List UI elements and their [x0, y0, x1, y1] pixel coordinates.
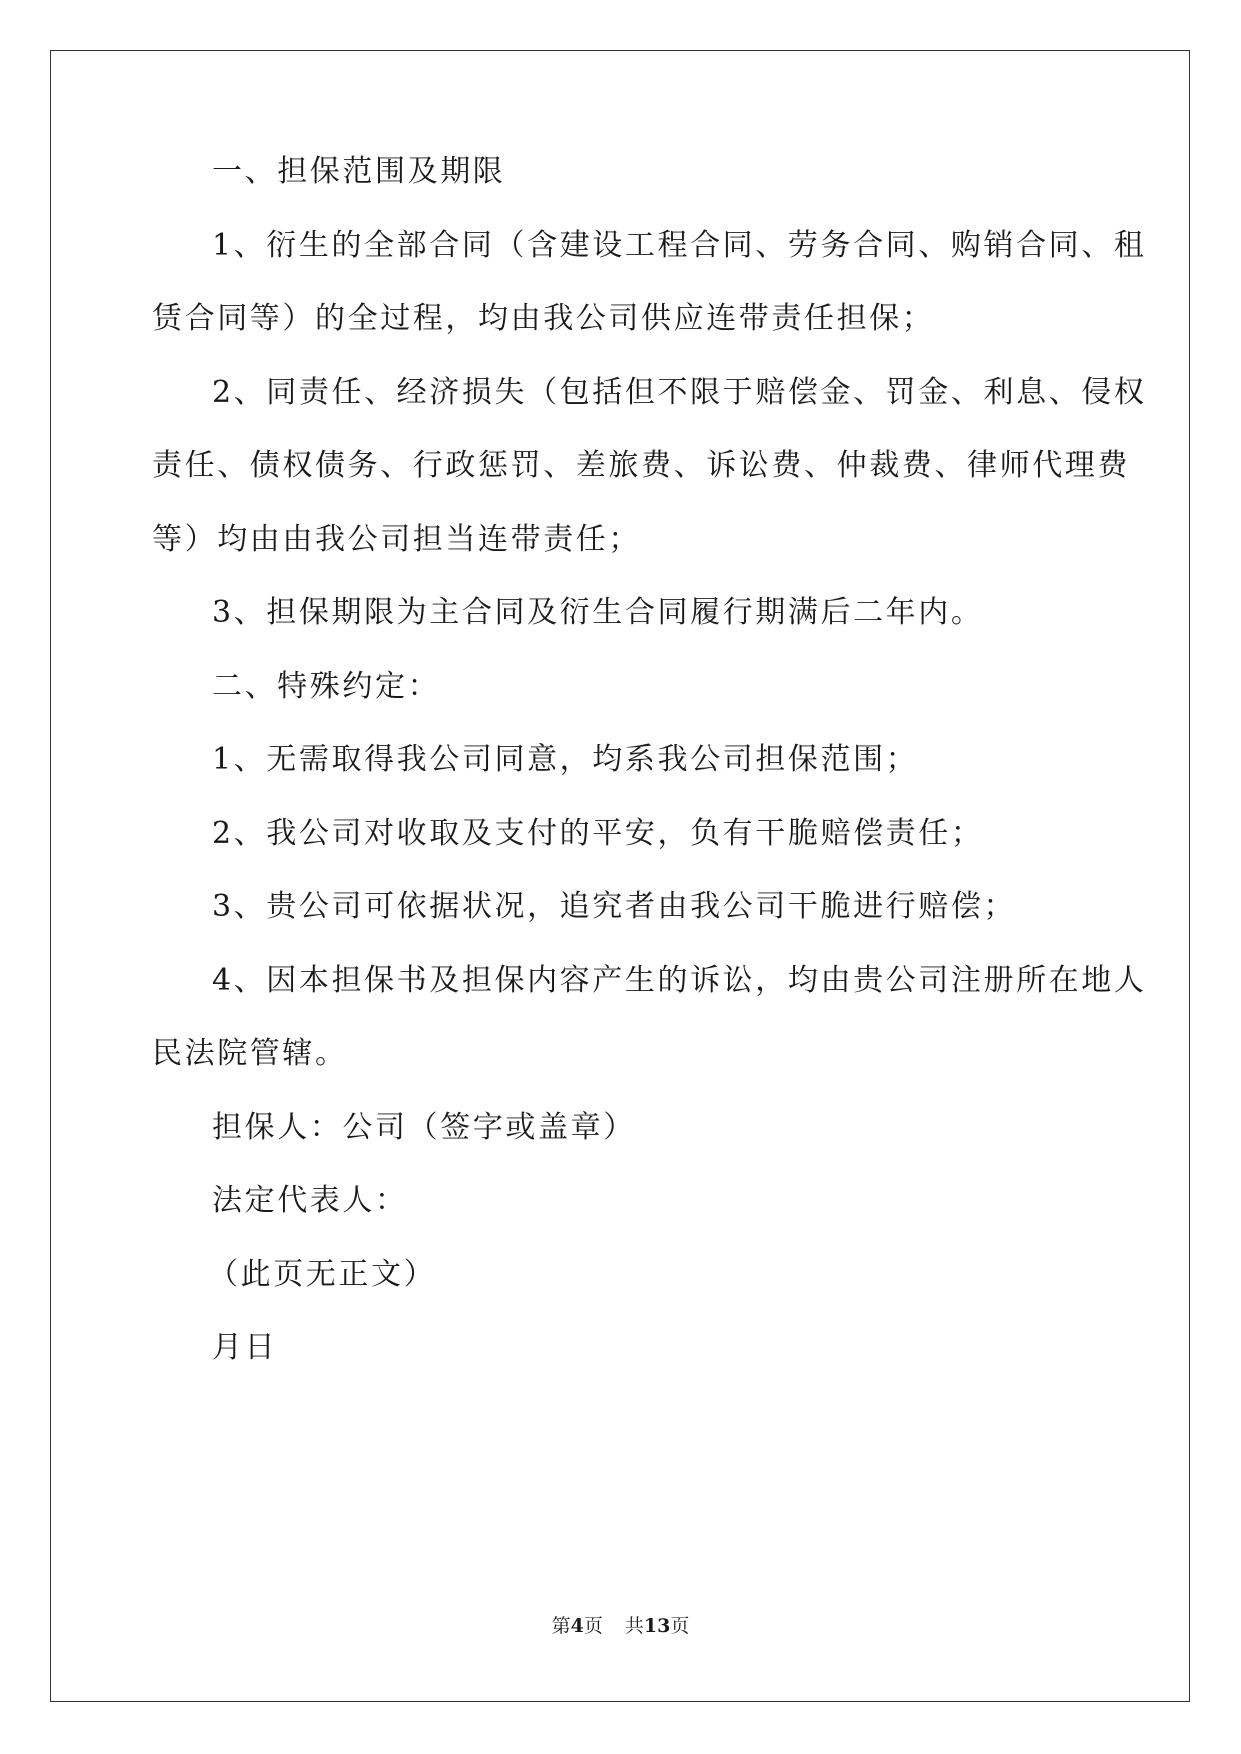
section-heading-scope: 一、担保范围及期限	[212, 154, 506, 189]
paragraph-line: 赁合同等）的全过程，均由我公司供应连带责任担保；	[152, 301, 935, 336]
paragraph-line: 3、贵公司可依据状况，追究者由我公司干脆进行赔偿；	[212, 889, 1017, 924]
no-body-note: （此页无正文）	[208, 1257, 437, 1292]
paragraph-line: 3、担保期限为主合同及衍生合同履行期满后二年内。	[212, 595, 984, 630]
paragraph-line: 民法院管辖。	[152, 1036, 348, 1071]
paragraph-line: 1、无需取得我公司同意，均系我公司担保范围；	[212, 742, 919, 777]
page-frame	[50, 50, 1190, 1702]
page-prefix: 第	[551, 1615, 571, 1637]
date-line: 月日	[212, 1330, 278, 1365]
page-footer	[0, 1613, 1241, 1639]
paragraph-line: 责任、债权债务、行政惩罚、差旅费、诉讼费、仲裁费、律师代理费	[152, 448, 1130, 483]
paragraph-line: 1、衍生的全部合同（含建设工程合同、劳务合同、购销合同、租	[212, 228, 1147, 263]
paragraph-line: 4、因本担保书及担保内容产生的诉讼，均由贵公司注册所在地人	[212, 963, 1147, 998]
page-number: 4	[570, 1615, 584, 1637]
paragraph-line: 2、同责任、经济损失（包括但不限于赔偿金、罚金、利息、侵权	[212, 375, 1147, 410]
legal-representative-line: 法定代表人：	[212, 1183, 408, 1218]
guarantor-line: 担保人：公司（签字或盖章）	[212, 1110, 636, 1145]
total-prefix: 共	[624, 1615, 644, 1637]
paragraph-line: 2、我公司对收取及支付的平安，负有干脆赔偿责任；	[212, 816, 984, 851]
section-heading-special: 二、特殊约定：	[212, 669, 441, 704]
paragraph-line: 等）均由由我公司担当连带责任；	[152, 522, 641, 557]
total-suffix: 页	[670, 1615, 690, 1637]
total-pages: 13	[643, 1615, 671, 1637]
page-suffix: 页	[583, 1615, 603, 1637]
